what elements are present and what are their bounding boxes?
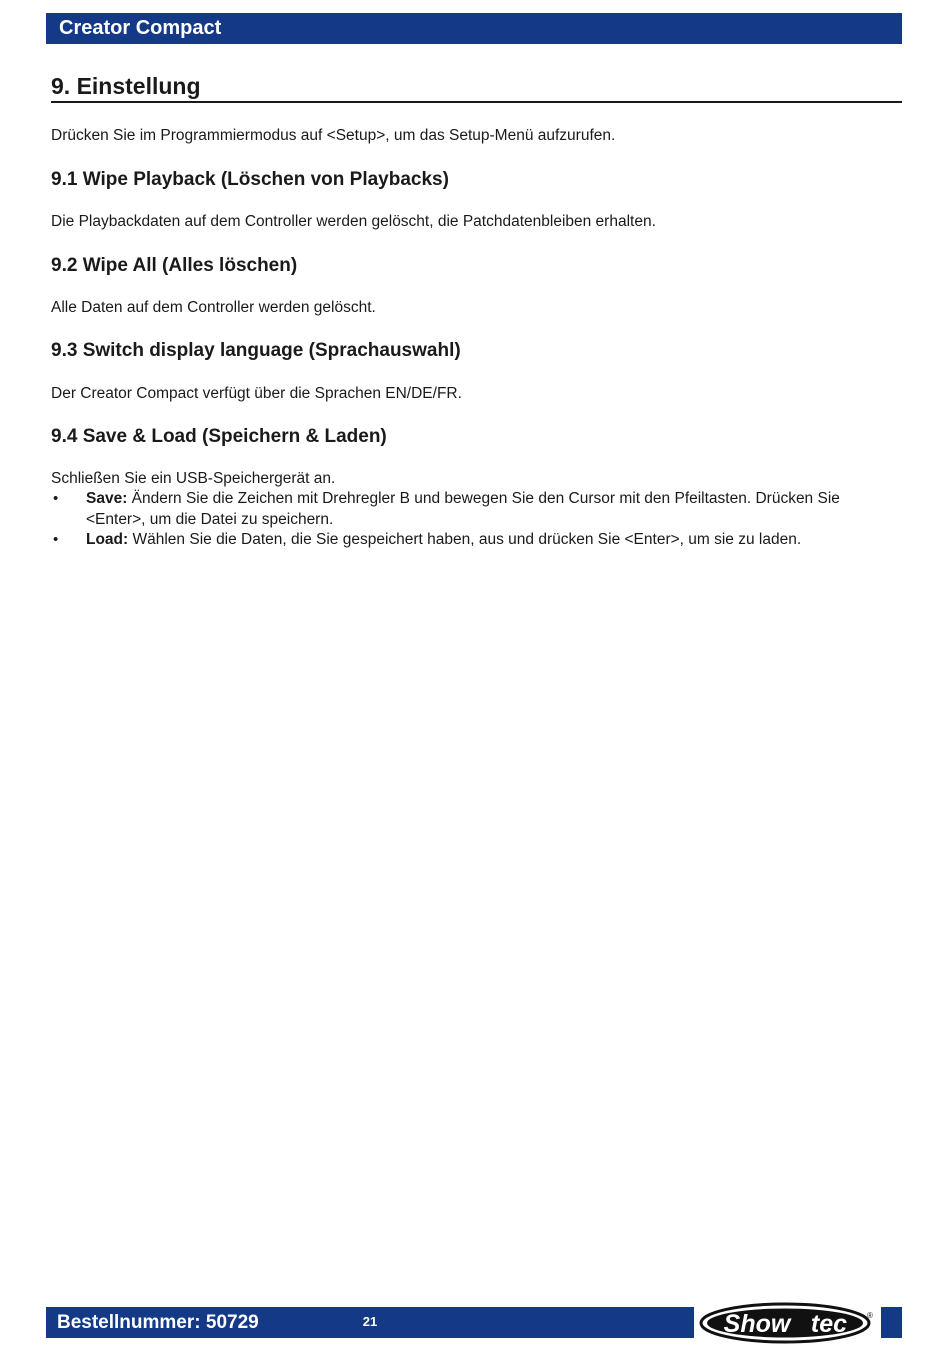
page-title: 9. Einstellung [51, 72, 902, 103]
footer-bar-right [881, 1307, 902, 1338]
logo-text-show: Show [723, 1310, 791, 1338]
subheading-wipe-all: 9.2 Wipe All (Alles löschen) [51, 255, 298, 276]
footer-bar [46, 1307, 694, 1338]
bullet-label: Save: [86, 490, 128, 507]
intro-text: Drücken Sie im Programmiermodus auf <Setup>, um das Setup-Menü aufzurufen. [51, 127, 616, 144]
subheading-language: 9.3 Switch display language (Sprachauswahl) [51, 340, 461, 361]
list-item [51, 530, 871, 551]
header-title: Creator Compact [59, 17, 222, 39]
save-load-text: Schließen Sie ein USB-Speichergerät an. [51, 470, 336, 487]
bullet-icon: • [53, 490, 59, 507]
subheading-save-load: 9.4 Save & Load (Speichern & Laden) [51, 426, 387, 447]
bullet-list [51, 489, 871, 551]
list-item [51, 489, 871, 530]
bullet-text: Ändern Sie die Zeichen mit Drehregler B und bewegen Sie den Cursor mit den Pfeiltasten. Drücken Sie <Enter>, um die Datei zu speichern. [86, 490, 840, 528]
showtec-logo [699, 1302, 879, 1344]
language-text: Der Creator Compact verfügt über die Sprachen EN/DE/FR. [51, 385, 462, 402]
order-number: Bestellnummer: 50729 [57, 1312, 259, 1333]
wipe-all-text: Alle Daten auf dem Controller werden gelöscht. [51, 299, 376, 316]
bullet-label: Load: [86, 531, 129, 548]
logo-registered-mark: ® [867, 1311, 873, 1320]
logo-text-tec: tec [810, 1310, 848, 1338]
bullet-text: Wählen Sie die Daten, die Sie gespeichert haben, aus und drücken Sie <Enter>, um sie zu laden. [128, 531, 802, 548]
page-number: 21 [362, 1314, 378, 1329]
wipe-playback-text: Die Playbackdaten auf dem Controller werden gelöscht, die Patchdatenbleiben erhalten. [51, 213, 656, 230]
bullet-icon: • [53, 531, 59, 548]
header-bar [46, 13, 902, 44]
subheading-wipe-playback: 9.1 Wipe Playback (Löschen von Playbacks) [51, 169, 449, 190]
